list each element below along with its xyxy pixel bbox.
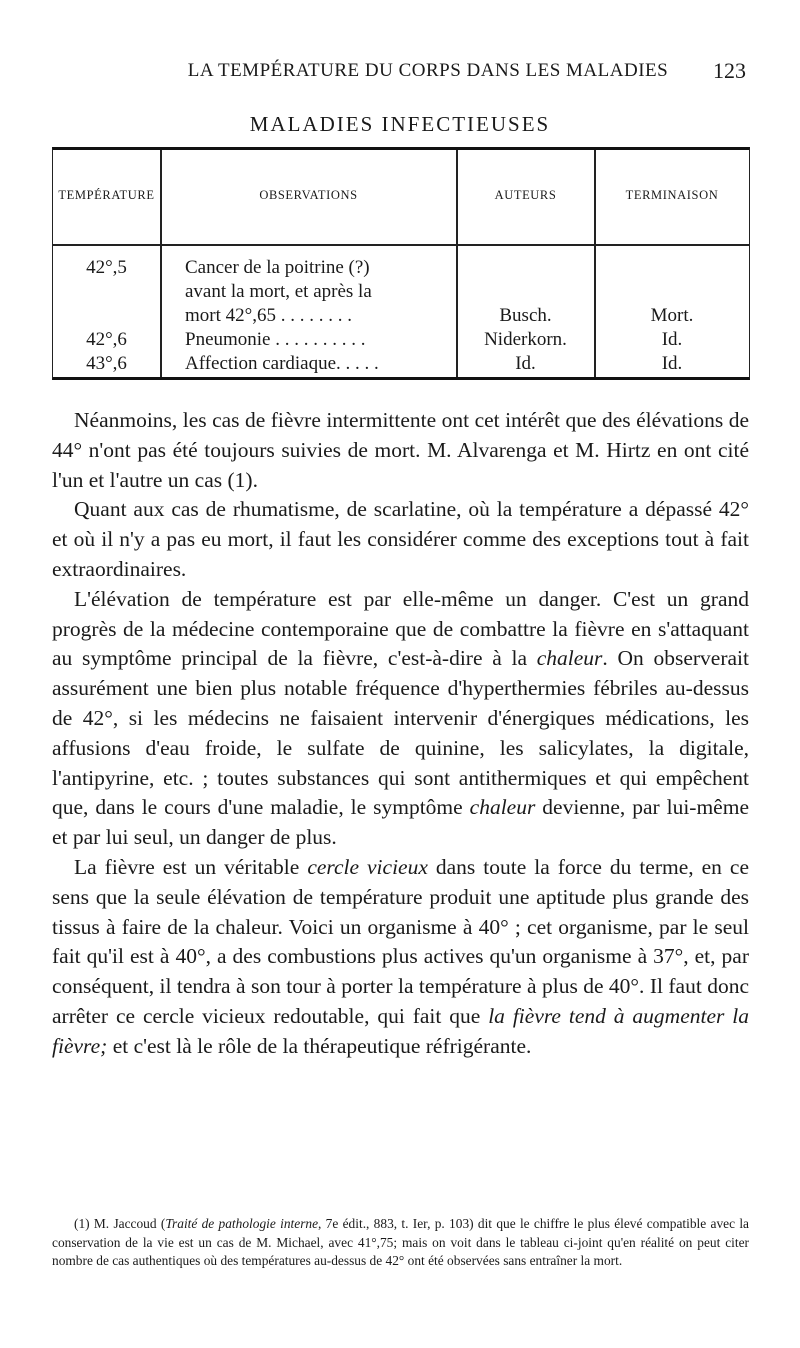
text-run: L'élévation de température est par elle-même un danger. C'est un grand progrès de la médecine contemporaine que de combattre la fièvre en s'attaquant au symptôme principal de la fièvre, c'est-à-dire à la [52,586,749,671]
emphasis: la fièvre tend à augmenter la fièvre; [52,1003,749,1058]
emphasis: chaleur [469,795,536,820]
cell-observation-line: Cancer de la poitrine (?) [185,257,370,278]
text-run: (1) M. Jaccoud ( [74,1216,166,1231]
emphasis: chaleur [536,646,603,671]
cell-outcome: Id. [661,329,683,350]
section-title: MALADIES INFECTIEUSES [249,112,551,136]
column-header-observations: OBSERVATIONS [259,188,358,202]
cell-temperature: 42°,6 [86,329,127,350]
text-run: devienne, par lui-même et par lui seul, un danger de plus. [52,795,749,850]
cell-outcome: Id. [661,353,683,374]
text-run: dans toute la force du terme, en ce sens que la seule élévation de température produit une aptitude plus grande des tissus à faire de la chaleur. Voici un organisme à 40° ; cet organisme, par le seul fait qu'il est à 40°, a des combustions plus actives qu'un organisme à 37°, et, par conséquent, il tendra à son tour à porter la température à plus de 40°. Il faut donc arrêter ce cercle vicieux redoutable, qui fait que [52,854,749,1028]
paragraph [52,853,749,1062]
cell-observation-line: Affection cardiaque. . . . . [185,353,379,374]
text-run: La fièvre est un véritable [74,854,308,879]
paragraph: Néanmoins, les cas de fièvre intermittente ont cet intérêt que des élévations de 44° n'ont pas été toujours suivies de mort. M. Alvarenga et M. Hirtz en ont cité l'un et l'autre un cas (1). [52,408,749,492]
data-table [52,147,750,380]
paragraph [52,585,749,853]
running-head: LA TEMPÉRATURE DU CORPS DANS LES MALADIES [187,60,669,81]
cell-author: Id. [515,353,536,374]
column-header-outcome: TERMINAISON [625,188,719,202]
cell-author: Niderkorn. [484,329,567,350]
header-divider [53,244,749,246]
text-run: , 7e édit., 883, t. Ier, p. 103) dit que le chiffre le plus élevé compatible avec la conservation de la vie est un cas de M. Michael, avec 41°,75; mais on voit dans le tableau ci-joint qu'en réalité on peut citer nombre de cas authentiques où des températures au-dessus de 42° ont été observées sans entraîner la mort. [52,1216,749,1268]
text-run: . On observerait assurément une bien plus notable fréquence d'hyperthermies fébriles au-dessus de 42°, si les médecins ne faisaient intervenir d'énergiques médications, les affusions d'eau froide, le sulfate de quinine, les salicylates, la digitale, l'antipyrine, etc. ; toutes substances qui sont antithermiques et qui empêchent que, dans le cours d'une maladie, le symptôme [52,646,749,820]
cell-outcome: Mort. [650,305,694,326]
text-run: et c'est là le rôle de la thérapeutique réfrigérante. [107,1033,532,1058]
footnote-paragraph [52,1215,749,1271]
emphasis: cercle vicieux [307,854,428,879]
page-number: 123 [713,58,746,83]
paragraph: Quant aux cas de rhumatisme, de scarlatine, où la température a dépassé 42° et où il n'y a pas eu mort, il faut les considérer comme des exceptions tout à fait extraordinaires. [52,497,749,581]
emphasis: Traité de pathologie interne [165,1216,319,1231]
column-divider [160,150,162,377]
column-header-temperature: TEMPÉRATURE [58,188,155,202]
column-header-authors: AUTEURS [494,188,557,202]
body-text [52,406,749,1062]
cell-observation-line: avant la mort, et après la [185,281,372,302]
cell-observation-line: mort 42°,65 . . . . . . . . [185,305,352,326]
cell-temperature: 42°,5 [86,257,127,278]
cell-observation-line: Pneumonie . . . . . . . . . . [185,329,366,350]
footnote [52,1215,749,1271]
cell-author: Busch. [499,305,552,326]
cell-temperature: 43°,6 [86,353,127,374]
